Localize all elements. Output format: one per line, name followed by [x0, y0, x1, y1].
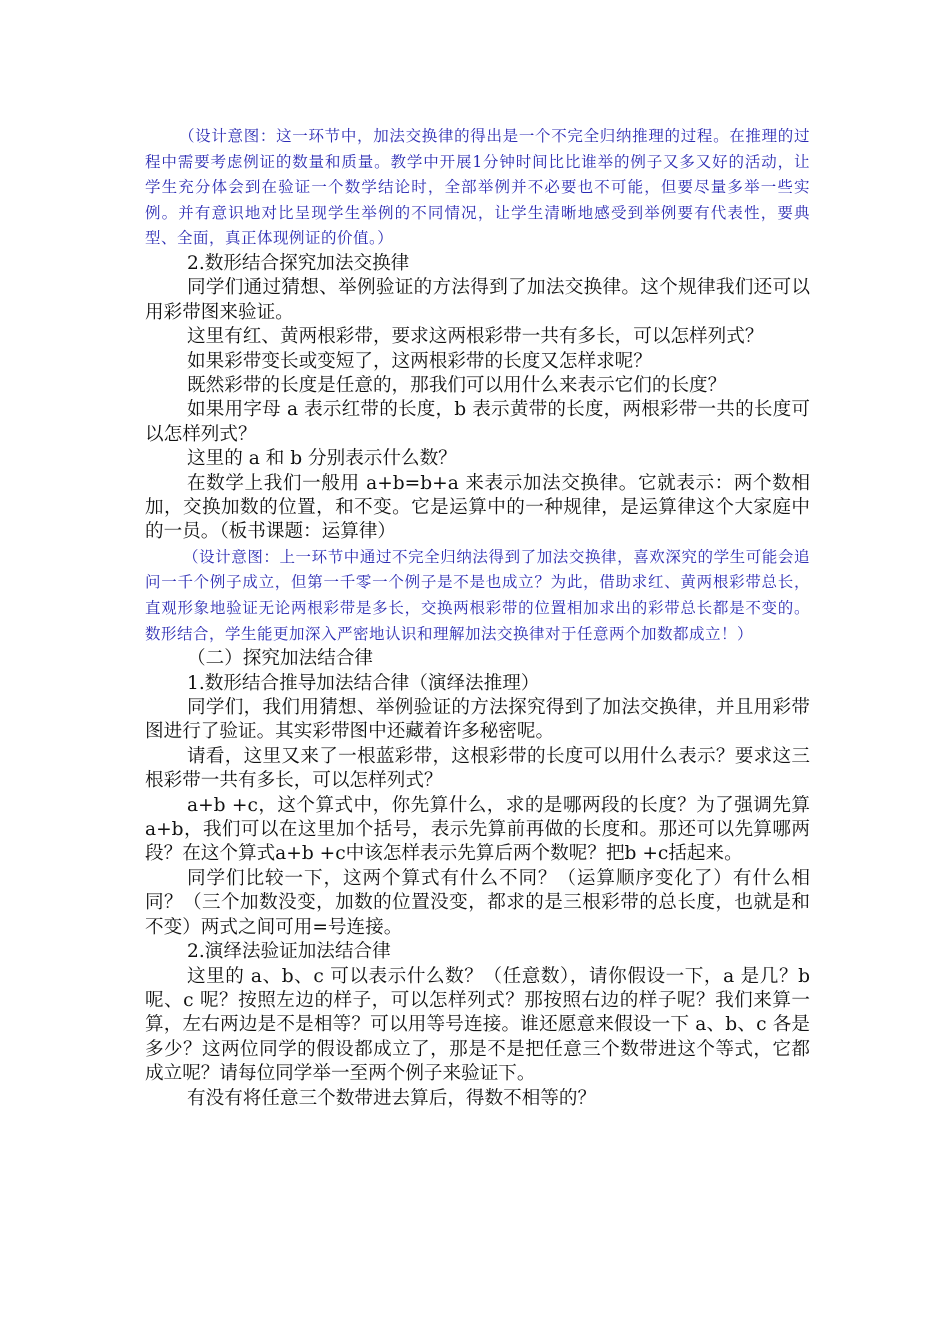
section-heading: 2.数形结合探究加法交换律	[187, 252, 410, 274]
section-heading: 2.演绎法验证加法结合律	[187, 941, 391, 963]
section-heading: 1.数形结合推导加法结合律（演绎法推理）	[187, 672, 540, 694]
section-heading: （二）探究加法结合律	[187, 648, 373, 670]
paragraph: 这里的 a 和 b 分别表示什么数？	[187, 448, 457, 470]
paragraph: 请看，这里又来了一根蓝彩带，这根彩带的长度可以用什么表示？要求这三根彩带一共有多长，可以怎样列式？	[145, 745, 810, 792]
paragraph: 如果彩带变长或变短了，这两根彩带的长度又怎样求呢？	[187, 350, 652, 372]
paragraph: a+b +c，这个算式中，你先算什么，求的是哪两段的长度？为了强调先算a+b，我们可以在这里加个括号，表示先算前再做的长度和。那还可以先算哪两段？在这个算式a+b +c中该怎样表示先算后两个数呢？把b +c括起来。	[145, 794, 810, 865]
paragraph: 同学们，我们用猜想、举例验证的方法探究得到了加法交换律，并且用彩带图进行了验证。其实彩带图中还藏着许多秘密呢。	[145, 697, 810, 743]
paragraph: 如果用字母 a 表示红带的长度，b 表示黄带的长度，两根彩带一共的长度可以怎样列式？	[145, 399, 810, 445]
document-body	[145, 124, 810, 1111]
paragraph: 有没有将任意三个数带进去算后，得数不相等的？	[187, 1087, 597, 1109]
paragraph: 同学们比较一下，这两个算式有什么不同？（运算顺序变化了）有什么相同？（三个加数没变，加数的位置没变，都求的是三根彩带的总长度，也就是和不变）两式之间可用=号连接。	[145, 867, 810, 938]
design-intent-note: （设计意图：这一环节中，加法交换律的得出是一个不完全归纳推理的过程。在推理的过程中需要考虑例证的数量和质量。教学中开展1分钟时间比比谁举的例子又多又好的活动，让学生充分体会到在验证一个数学结论时，全部举例并不必要也不可能，但要尽量多举一些实例。并有意识地对比呈现学生举例的不同情况，让学生清晰地感受到举例要有代表性，要典型、全面，真正体现例证的价值。）	[145, 127, 810, 248]
paragraph: 同学们通过猜想、举例验证的方法得到了加法交换律。这个规律我们还可以用彩带图来验证。	[145, 277, 810, 323]
paragraph: 这里有红、黄两根彩带，要求这两根彩带一共有多长，可以怎样列式？	[187, 326, 764, 348]
paragraph: 既然彩带的长度是任意的，那我们可以用什么来表示它们的长度？	[187, 375, 727, 396]
paragraph: 这里的 a、b、c 可以表示什么数？（任意数），请你假设一下，a 是几？b 呢、c 呢？按照左边的样子，可以怎样列式？那按照右边的样子呢？我们来算一算，左右两边是不是相等？可以用等号连接。谁还愿意来假设一下 a、b、c 各是多少？这两位同学的假设都成立了，那是不是把任意三个数带进这个等式，它都成立呢？请每位同学举一至两个例子来验证下。	[145, 965, 810, 1085]
design-intent-note: （设计意图：上一环节中通过不完全归纳法得到了加法交换律，喜欢深究的学生可能会追问一千个例子成立，但第一千零一个例子是不是也成立？为此，借助求红、黄两根彩带总长，直观形象地验证无论两根彩带是多长，交换两根彩带的位置相加求出的彩带总长都是不变的。数形结合，学生能更加深入严密地认识和理解加法交换律对于任意两个加数都成立！）	[145, 547, 810, 643]
paragraph: 在数学上我们一般用 a+b=b+a 来表示加法交换律。它就表示：两个数相加，交换加数的位置，和不变。它是运算中的一种规律，是运算律这个大家庭中的一员。（板书课题：运算律）	[145, 472, 810, 543]
